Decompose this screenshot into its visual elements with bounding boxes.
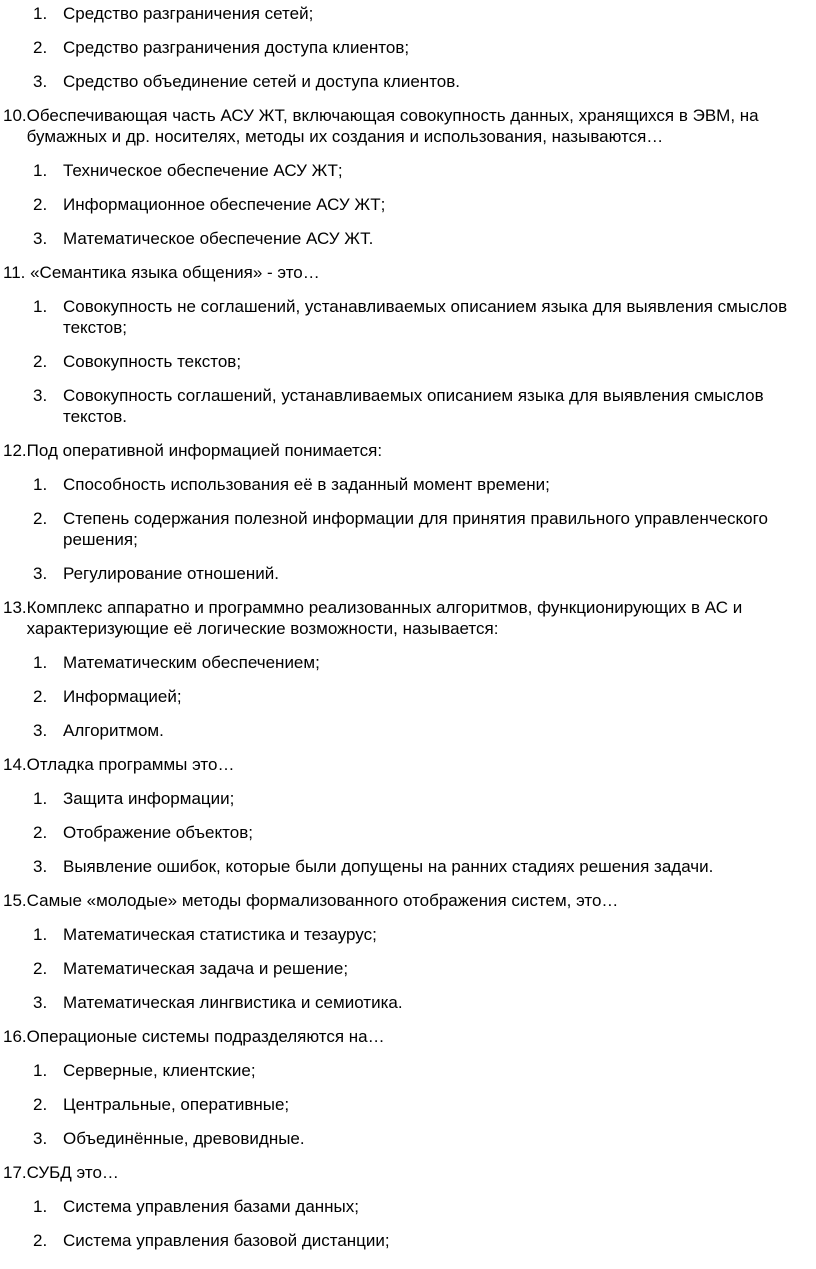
option-number: 3. (33, 1129, 48, 1148)
option-item (33, 563, 800, 584)
option-text: Математическая лингвистика и семиотика. (63, 993, 403, 1012)
option-number: 3. (33, 386, 48, 405)
question-number: 14. (3, 755, 27, 774)
option-text: Совокупность соглашений, устанавливаемых описанием языка для выявления смыслов текстов. (63, 386, 764, 426)
option-text: Средство разграничения доступа клиентов; (63, 38, 410, 57)
option-item (33, 351, 800, 372)
option-number: 3. (33, 993, 48, 1012)
option-text: Система управления базовой дистанции; (63, 1231, 390, 1250)
question-15 (3, 890, 800, 1013)
question-9-continued (3, 3, 800, 92)
question-text (3, 1026, 800, 1047)
option-text: Выявление ошибок, которые были допущены на ранних стадиях решения задачи. (63, 857, 714, 876)
option-number: 1. (33, 789, 48, 808)
option-number: 1. (33, 475, 48, 494)
option-text: Способность использования её в заданный момент времени; (63, 475, 550, 494)
option-number: 3. (33, 721, 48, 740)
option-item (33, 992, 800, 1013)
option-number: 2. (33, 509, 48, 528)
option-number: 2. (33, 959, 48, 978)
question-10 (3, 105, 800, 249)
question-text (3, 440, 800, 461)
question-13 (3, 597, 800, 741)
question-number: 15. (3, 891, 27, 910)
option-item (33, 720, 800, 741)
option-item (33, 1094, 800, 1115)
option-item (33, 1230, 800, 1251)
question-body: СУБД это… (26, 1163, 119, 1182)
question-number: 12. (3, 441, 27, 460)
option-item (33, 822, 800, 843)
option-number: 1. (33, 925, 48, 944)
option-item (33, 160, 800, 181)
option-number: 1. (33, 1061, 48, 1080)
option-text: Средство разграничения сетей; (63, 4, 314, 23)
option-text: Алгоритмом. (63, 721, 164, 740)
option-item (33, 3, 800, 24)
option-text: Математическая задача и решение; (63, 959, 349, 978)
question-text (3, 105, 800, 147)
option-number: 1. (33, 653, 48, 672)
option-item (33, 788, 800, 809)
option-text: Информацией; (63, 687, 182, 706)
option-number: 1. (33, 161, 48, 180)
option-item (33, 228, 800, 249)
option-item (33, 474, 800, 495)
question-body: «Семантика языка общения» - это… (25, 263, 320, 282)
question-12 (3, 440, 800, 584)
question-text (3, 1162, 800, 1183)
option-text: Объединённые, древовидные. (63, 1129, 305, 1148)
question-number: 10. (3, 106, 27, 125)
option-item (33, 71, 800, 92)
option-text: Отображение объектов; (63, 823, 253, 842)
option-item (33, 1128, 800, 1149)
option-text: Серверные, клиентские; (63, 1061, 256, 1080)
option-number: 2. (33, 823, 48, 842)
option-text: Информационное обеспечение АСУ ЖТ; (63, 195, 386, 214)
option-item (33, 1060, 800, 1081)
option-number: 2. (33, 352, 48, 371)
option-text: Техническое обеспечение АСУ ЖТ; (63, 161, 343, 180)
option-number: 2. (33, 1231, 48, 1250)
question-14 (3, 754, 800, 877)
option-text: Регулирование отношений. (63, 564, 279, 583)
option-item (33, 686, 800, 707)
option-item (33, 385, 800, 427)
question-body: Под оперативной информацией понимается: (26, 441, 383, 460)
question-body: Отладка программы это… (26, 755, 235, 774)
option-text: Центральные, оперативные; (63, 1095, 290, 1114)
option-item (33, 194, 800, 215)
question-body: Самые «молодые» методы формализованного отображения систем, это… (26, 891, 619, 910)
question-text (3, 262, 800, 283)
option-number: 3. (33, 72, 48, 91)
option-item (33, 296, 800, 338)
option-text: Степень содержания полезной информации для принятия правильного управленческого решения; (63, 509, 768, 549)
option-number: 2. (33, 1095, 48, 1114)
question-number: 16. (3, 1027, 27, 1046)
option-number: 3. (33, 229, 48, 248)
option-item (33, 652, 800, 673)
question-number: 11. (3, 263, 26, 282)
question-body: Комплекс аппаратно и программно реализованных алгоритмов, функционирующих в АС и характеризующие её логические возможности, называется: (26, 598, 743, 638)
option-text: Защита информации; (63, 789, 235, 808)
option-item (33, 856, 800, 877)
option-number: 2. (33, 687, 48, 706)
option-text: Совокупность текстов; (63, 352, 242, 371)
option-text: Математическим обеспечением; (63, 653, 320, 672)
option-text: Математическая статистика и тезаурус; (63, 925, 377, 944)
option-number: 2. (33, 195, 48, 214)
option-item (33, 958, 800, 979)
question-text (3, 597, 800, 639)
option-number: 1. (33, 1197, 48, 1216)
option-text: Совокупность не соглашений, устанавливаемых описанием языка для выявления смыслов текстов; (63, 297, 788, 337)
option-text: Средство объединение сетей и доступа клиентов. (63, 72, 460, 91)
option-item (33, 1196, 800, 1217)
option-text: Система управления базами данных; (63, 1197, 359, 1216)
question-number: 17. (3, 1163, 27, 1182)
option-number: 1. (33, 4, 48, 23)
option-number: 3. (33, 564, 48, 583)
question-17 (3, 1162, 800, 1251)
option-number: 1. (33, 297, 48, 316)
question-number: 13. (3, 598, 27, 617)
option-text: Математическое обеспечение АСУ ЖТ. (63, 229, 374, 248)
question-body: Операционые системы подразделяются на… (26, 1027, 385, 1046)
question-text (3, 890, 800, 911)
question-16 (3, 1026, 800, 1149)
option-number: 3. (33, 857, 48, 876)
option-item (33, 508, 800, 550)
option-number: 2. (33, 38, 48, 57)
option-item (33, 37, 800, 58)
question-body: Обеспечивающая часть АСУ ЖТ, включающая совокупность данных, хранящихся в ЭВМ, на бумажных и др. носителях, методы их создания и использования, называются… (26, 106, 759, 146)
question-11 (3, 262, 800, 427)
option-item (33, 924, 800, 945)
question-text (3, 754, 800, 775)
